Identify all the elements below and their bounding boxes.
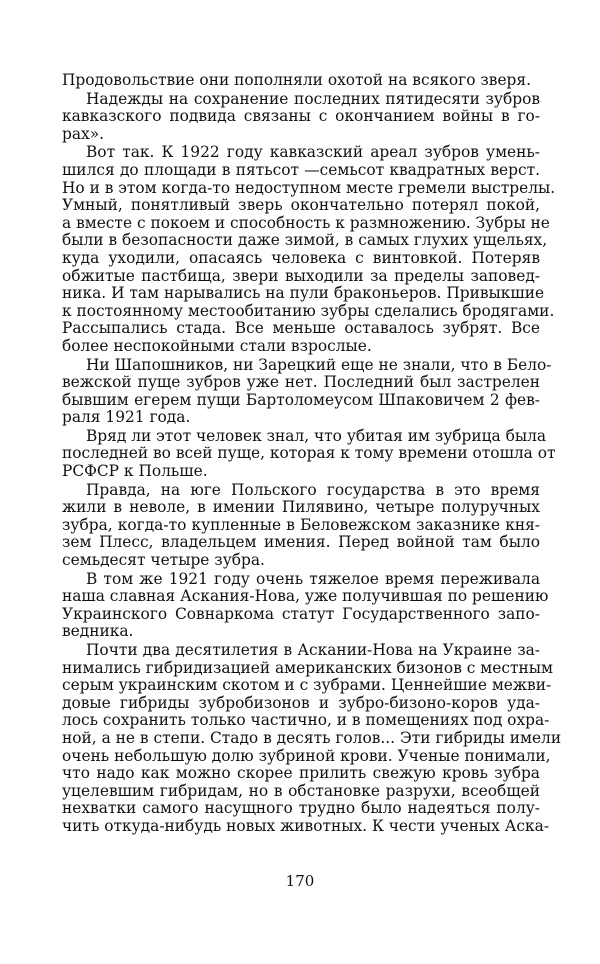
paragraph <box>62 641 562 836</box>
text-line: нехватки самого насущного трудно было надеяться полу- <box>62 799 540 818</box>
text-line: раля 1921 года. <box>62 408 191 427</box>
text-line: Вот так. К 1922 году кавказский ареал зубров умень- <box>86 143 540 162</box>
text-line: последней во всей пуще, которая к тому времени отошла от <box>62 444 556 463</box>
paragraph <box>62 482 540 570</box>
page-number: 170 <box>285 872 315 890</box>
text-line: чить откуда-нибудь новых животных. К чести ученых Аска- <box>62 816 550 835</box>
text-line: Умный, понятливый зверь окончательно потерял покой, <box>62 196 540 215</box>
text-line: Продовольствие они пополняли охотой на всякого зверя. <box>62 71 532 89</box>
text-line: ной, а не в степи. Стадо в десять голов... Эти гибриды имели <box>62 728 562 747</box>
paragraph <box>62 426 556 481</box>
text-line: уцелевшим гибридам, но в обстановке разрухи, всеобщей <box>62 781 540 800</box>
text-line: шился до площади в пятьсот —семьсот квадратных верст. <box>62 160 540 179</box>
text-line: рах». <box>62 124 105 143</box>
text-line: очень небольшую долю зубриной крови. Ученые понимали, <box>62 746 551 765</box>
text-line: Надежды на сохранение последних пятидесяти зубров <box>86 89 540 108</box>
text-line: Ни Шапошников, ни Зарецкий еще не знали, что в Бело- <box>86 355 552 374</box>
text-line: Украинского Совнаркома статут Государственного запо- <box>62 604 540 623</box>
paragraph <box>62 91 540 144</box>
text-line: Рассыпались стада. Все меньше оставалось зубрят. Все <box>62 319 540 338</box>
text-line: Почти два десятилетия в Аскании-Нова на Украине за- <box>86 641 540 659</box>
text-line: зем Плесс, владельцем имения. Перед войной там было <box>62 533 540 552</box>
paragraph <box>62 569 549 641</box>
text-line: лось сохранить только частично, и в помещениях под охра- <box>62 711 550 730</box>
text-line: обжитые пастбища, звери выходили за пределы заповед- <box>62 266 540 285</box>
text-line: были в безопасности даже зимой, в самых глухих ущельях, <box>62 231 548 250</box>
text-line: В том же 1921 году очень тяжелое время переживала <box>86 569 540 588</box>
text-line: бывшим егерем пущи Бартоломеусом Шпаковичем 2 фев- <box>62 390 540 409</box>
text-line: к постоянному местообитанию зубры сделались бродягами. <box>62 301 555 320</box>
text-line: серым украинским скотом и с зубрами. Ценнейшие межви- <box>62 676 552 695</box>
text-line: а вместе с покоем и способность к размножению. Зубры не <box>62 213 550 232</box>
paragraph <box>62 72 540 90</box>
text-line: что надо как можно скорее прилить свежую кровь зубра <box>62 764 540 783</box>
text-line: Вряд ли этот человек знал, что убитая им зубрица была <box>86 426 547 445</box>
text-line: зубра, когда-то купленные в Беловежском заказнике кня- <box>62 515 540 534</box>
text-line: Правда, на юге Польского государства в это время <box>86 480 540 499</box>
text-line: более неспокойными стали взрослые. <box>62 336 372 355</box>
text-line: семьдесят четыре зубра. <box>62 551 265 570</box>
text-line: РСФСР к Польше. <box>62 462 208 481</box>
paragraph <box>62 355 552 427</box>
text-line: ника. И там нарывались на пули браконьеров. Привыкшие <box>62 284 545 303</box>
paragraph <box>62 143 556 355</box>
text-line: наша славная Аскания-Нова, уже получившая по решению <box>62 587 549 606</box>
book-page-text <box>62 71 562 836</box>
text-line: куда уходили, опасаясь человека с винтовкой. Потеряв <box>62 248 540 267</box>
text-line: нимались гибридизацией американских бизонов с местным <box>62 658 553 677</box>
text-line: ведника. <box>62 622 134 641</box>
text-line: вежской пуще зубров уже нет. Последний был застрелен <box>62 373 540 392</box>
text-line: довые гибриды зубробизонов и зубро-бизоно-коров уда- <box>62 693 540 712</box>
text-line: жили в неволе, в имении Пилявино, четыре полуручных <box>62 498 540 517</box>
text-line: Но и в этом когда-то недоступном месте гремели выстрелы. <box>62 178 556 197</box>
text-line: кавказского подвида связаны с окончанием войны в го- <box>62 107 540 126</box>
